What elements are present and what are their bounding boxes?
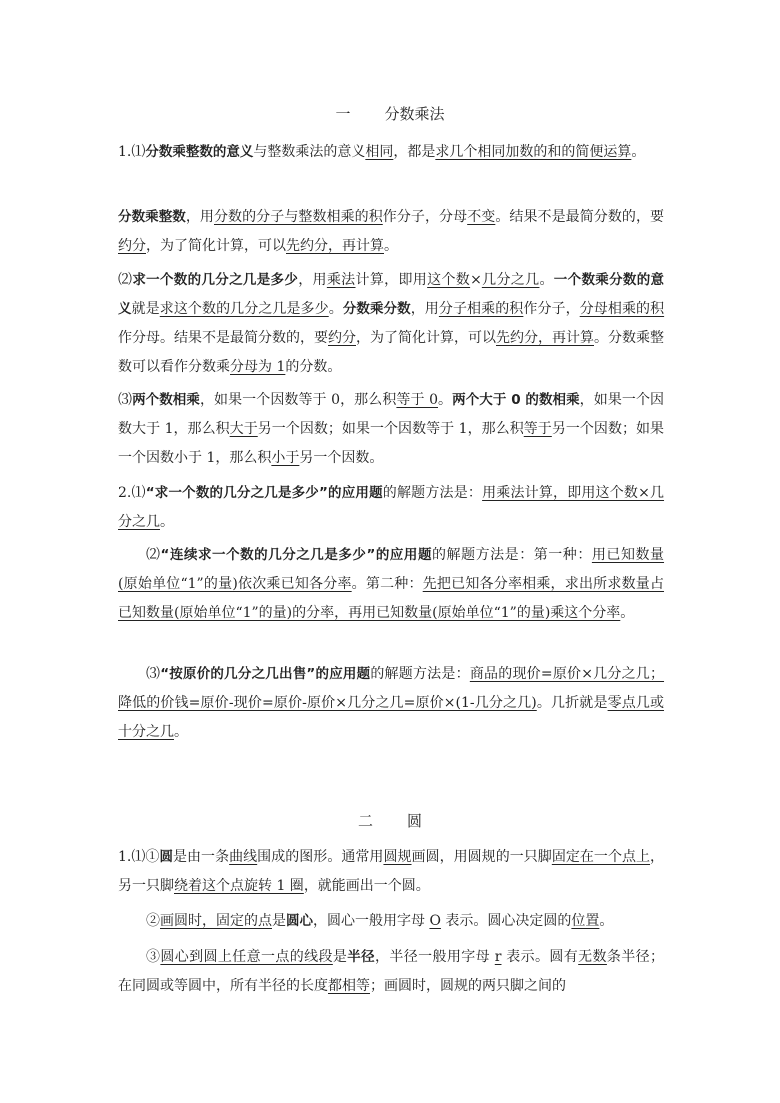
text-run: 表示。圆有 bbox=[501, 949, 579, 965]
text-run: 。第二种： bbox=[351, 576, 423, 592]
text-run: ② bbox=[146, 913, 160, 929]
text-run: 条半径；在同圆或等圆中，所有半径的长度 bbox=[118, 949, 665, 994]
text-run: ，为了简化计算，可以 bbox=[146, 238, 286, 254]
text-run: 另一个因数。 bbox=[299, 450, 384, 466]
text-run: 作分母。结果不是最简分数的，要 bbox=[118, 330, 328, 346]
text-run: 。 bbox=[437, 392, 453, 408]
text-run: 。 bbox=[620, 605, 635, 621]
underlined-answer: 商品的现价=原价×几分之几；降低的价钱=原价-现价=原价-原价×几分之几=原价×(1-几分之几) bbox=[118, 666, 665, 711]
text-run: 。几折就是 bbox=[536, 695, 608, 711]
paragraph-2-1-1 bbox=[118, 843, 664, 901]
underlined-answer: 固定在一个点上 bbox=[551, 849, 651, 865]
section-heading-2: 二 圆 bbox=[357, 812, 423, 830]
text-run: ，如果一个因数大于 1，那么积 bbox=[118, 392, 665, 437]
text-run: ，用 bbox=[410, 301, 439, 317]
underlined-answer: 曲线 bbox=[229, 849, 258, 865]
text-run: 表示。圆心决定圆的 bbox=[440, 913, 572, 929]
text-run: × bbox=[470, 272, 482, 288]
text-run: ，圆心一般用字母 bbox=[313, 913, 430, 929]
bold-term: 一个数乘分数的意义 bbox=[118, 272, 665, 317]
text-run: 。 bbox=[539, 272, 554, 288]
underlined-answer: 位置 bbox=[571, 913, 600, 929]
underlined-answer: 这个数 bbox=[427, 272, 471, 288]
text-run: ⑵ bbox=[118, 272, 133, 288]
paragraph-1-2-2 bbox=[118, 541, 664, 628]
underlined-answer: 相同 bbox=[365, 144, 394, 160]
bold-term: 分数乘分数 bbox=[342, 301, 411, 317]
underlined-answer: 无数 bbox=[578, 949, 607, 965]
underlined-answer: 乘法 bbox=[326, 272, 356, 288]
text-run: 2.⑴ bbox=[118, 485, 146, 501]
text-run: ；画圆时，圆规的两只脚之间的 bbox=[370, 978, 566, 994]
bold-term: 分数乘整数的意义 bbox=[145, 144, 254, 160]
text-run: ⑶ bbox=[146, 666, 161, 682]
underlined-answer: 分母为 1 bbox=[230, 359, 286, 375]
underlined-answer: O bbox=[429, 913, 441, 929]
text-run: 另一个因数；如果一个因数小于 1，那么积 bbox=[118, 421, 665, 466]
paragraph-2-1-3 bbox=[118, 943, 664, 1001]
underlined-answer: 不变 bbox=[467, 209, 496, 225]
underlined-answer: 小于 bbox=[271, 450, 300, 466]
text-run: 画圆，用圆规的一只脚 bbox=[411, 849, 552, 865]
text-run: 作分子，分母 bbox=[382, 209, 468, 225]
bold-term: 分数乘整数 bbox=[118, 209, 186, 225]
underlined-answer: 绕着这个点旋转 1 圈 bbox=[174, 878, 304, 894]
underlined-answer: 约分 bbox=[118, 238, 146, 254]
underlined-answer: 画圆时，固定的点 bbox=[160, 913, 272, 929]
bold-term: 圆心 bbox=[286, 913, 313, 929]
text-run: 是 bbox=[272, 913, 286, 929]
underlined-answer: 用乘法计算，即用这个数×几分之几 bbox=[118, 485, 665, 530]
underlined-answer: 都相等 bbox=[328, 978, 370, 994]
underlined-answer: 先把已知各分率相乘，求出所求数量占已知数量(原始单位“1”的量)的分率，再用已知数量(原始单位“1”的量)乘这个分率 bbox=[118, 576, 665, 621]
text-run: 。 bbox=[328, 301, 343, 317]
paragraph-1-1-4 bbox=[118, 386, 664, 473]
text-run: 的分数。 bbox=[285, 359, 342, 375]
bold-term: “求一个数的几分之几是多少”的应用题 bbox=[145, 485, 383, 501]
text-run: 就是 bbox=[131, 301, 160, 317]
text-run: 作分子， bbox=[523, 301, 580, 317]
text-run: ，就能画出一个圆。 bbox=[303, 878, 430, 894]
underlined-answer: 分母相乘的积 bbox=[579, 301, 665, 317]
bold-term: 两个数相乘 bbox=[132, 392, 200, 408]
paragraph-1-2-1 bbox=[118, 479, 664, 537]
paragraph-2-1-2 bbox=[118, 907, 664, 936]
underlined-answer: 先约分，再计算 bbox=[286, 238, 384, 254]
bold-term: “连续求一个数的几分之几是多少”的应用题 bbox=[160, 547, 432, 563]
underlined-answer: 大于 bbox=[229, 421, 258, 437]
text-run: ⑵ bbox=[146, 547, 161, 563]
text-run: 是 bbox=[332, 949, 348, 965]
underlined-answer: 约分 bbox=[328, 330, 356, 346]
underlined-answer: 求几个相同加数的和的简便运算 bbox=[435, 144, 632, 160]
text-run: 。 bbox=[174, 724, 188, 740]
underlined-answer: 等于 0 bbox=[396, 392, 438, 408]
underlined-answer: 零点几或十分之几 bbox=[118, 695, 665, 740]
paragraph-1-2-3 bbox=[118, 660, 664, 747]
text-run: 的解题方法是： bbox=[370, 666, 470, 682]
paragraph-1-1-2 bbox=[118, 203, 664, 261]
text-run: ，都是 bbox=[393, 144, 436, 160]
underlined-answer: 用已知数量(原始单位“1”的量)依次乘已知各分率 bbox=[118, 547, 665, 592]
text-run: 的解题方法是： bbox=[382, 485, 483, 501]
underlined-answer: 分数的分子与整数相乘的积 bbox=[213, 209, 383, 225]
bold-term: 圆 bbox=[159, 849, 173, 865]
text-run: ，半径一般用字母 bbox=[374, 949, 495, 965]
text-run: 另一个因数；如果一个因数等于 1，那么积 bbox=[257, 421, 524, 437]
text-run: ，为了简化计算，可以 bbox=[356, 330, 496, 346]
underlined-answer: 求这个数的几分之几是多少 bbox=[159, 301, 329, 317]
text-run: 是由一条 bbox=[172, 849, 230, 865]
bold-term: “按原价的几分之几出售”的应用题 bbox=[160, 666, 371, 682]
section-heading-1: 一 分数乘法 bbox=[335, 105, 445, 123]
text-run: 与整数乘法的意义 bbox=[253, 144, 366, 160]
text-run: 。 bbox=[599, 913, 614, 929]
bold-term: 两个大于 0 的数相乘 bbox=[452, 392, 580, 408]
bold-term: 求一个数的几分之几是多少 bbox=[132, 272, 299, 288]
text-run: 。 bbox=[631, 144, 646, 160]
text-run: 围成的图形。通常用 bbox=[257, 849, 384, 865]
underlined-answer: 圆规 bbox=[383, 849, 412, 865]
bold-term: 半径 bbox=[347, 949, 375, 965]
text-run: 1.⑴ bbox=[118, 144, 146, 160]
text-run: 1.⑴① bbox=[118, 849, 160, 865]
text-run: ，另一只脚 bbox=[118, 849, 665, 894]
text-run: 的解题方法是：第一种： bbox=[432, 547, 592, 563]
text-run: 。 bbox=[384, 238, 398, 254]
text-run: ③ bbox=[146, 949, 161, 965]
text-run: ，用 bbox=[298, 272, 327, 288]
paragraph-1-1-1 bbox=[118, 138, 664, 167]
underlined-answer: 等于 bbox=[523, 421, 552, 437]
text-run: ，用 bbox=[185, 209, 214, 225]
underlined-answer: 先约分，再计算 bbox=[496, 330, 594, 346]
underlined-answer: 分子相乘的积 bbox=[438, 301, 524, 317]
paragraph-1-1-3 bbox=[118, 266, 664, 382]
underlined-answer: 几分之几 bbox=[481, 272, 540, 288]
text-run: 。分数乘整数可以看作分数乘 bbox=[118, 330, 664, 375]
text-run: 。 bbox=[160, 514, 174, 530]
text-run: ⑶ bbox=[118, 392, 133, 408]
text-run: 。结果不是最简分数的，要 bbox=[495, 209, 665, 225]
text-run: 计算，即用 bbox=[355, 272, 428, 288]
underlined-answer: r bbox=[494, 949, 502, 965]
text-run: ，如果一个因数等于 0，那么积 bbox=[199, 392, 397, 408]
underlined-answer: 圆心到圆上任意一点的线段 bbox=[160, 949, 333, 965]
